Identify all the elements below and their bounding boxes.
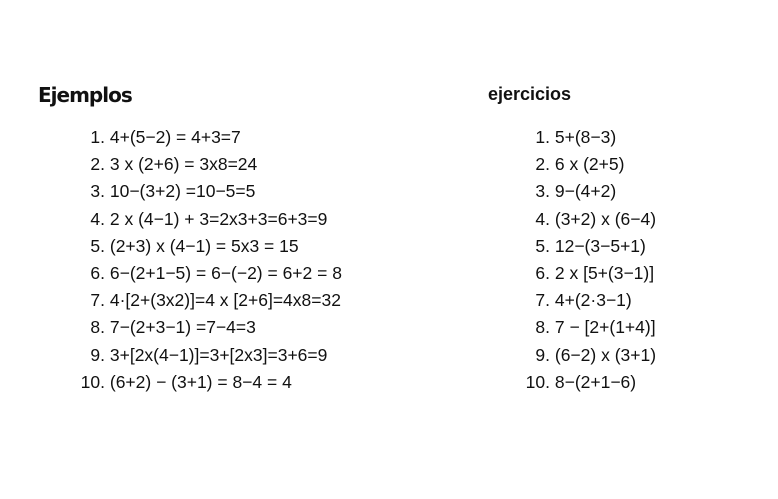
example-expression: (6+2) − (3+1) = 8−4 = 4: [109, 371, 292, 392]
exercise-item: [513, 233, 656, 260]
example-item: [70, 178, 342, 205]
example-item: [70, 124, 342, 151]
item-number: 2.: [90, 154, 105, 175]
exercise-item: [513, 151, 656, 178]
exercise-item: [513, 287, 656, 314]
item-number: 8.: [90, 317, 105, 338]
example-expression: 7−(2+3−1) =7−4=3: [109, 317, 256, 338]
exercise-item: [513, 178, 656, 205]
example-item: [70, 151, 342, 178]
example-expression: 3 x (2+6) = 3x8=24: [109, 154, 258, 175]
exercise-expression: 7 − [2+(1+4)]: [554, 317, 656, 338]
exercise-item: [513, 206, 656, 233]
exercise-item: [513, 124, 656, 151]
example-item: [70, 314, 342, 341]
example-expression: 3+[2x(4−1)]=3+[2x3]=3+6=9: [109, 344, 328, 365]
exercise-item: [513, 260, 656, 287]
item-number: 9.: [90, 344, 105, 365]
example-expression: 4+(5−2) = 4+3=7: [109, 127, 241, 147]
item-number: 2.: [535, 154, 550, 175]
item-number: 8.: [535, 317, 550, 338]
item-number: 6.: [90, 262, 105, 283]
item-number: 3.: [535, 181, 550, 202]
exercise-expression: 4+(2·3−1): [554, 290, 632, 311]
example-expression: (2+3) x (4−1) = 5x3 = 15: [109, 235, 299, 256]
item-number: 1.: [90, 127, 105, 147]
item-number: 4.: [90, 208, 105, 229]
example-item: [70, 206, 342, 233]
example-item: [70, 342, 342, 369]
exercise-expression: 12−(3−5+1): [554, 235, 646, 256]
item-number: 10.: [80, 371, 105, 392]
item-number: 9.: [535, 344, 550, 365]
item-number: 4.: [535, 208, 550, 229]
item-number: 5.: [90, 235, 105, 256]
exercises-heading: ejercicios: [488, 84, 572, 104]
examples-list: [70, 124, 342, 396]
exercise-expression: 5+(8−3): [554, 127, 617, 147]
exercises-list: [513, 124, 656, 396]
example-item: [70, 260, 342, 287]
example-expression: 10−(3+2) =10−5=5: [109, 181, 256, 202]
exercise-expression: (6−2) x (3+1): [554, 344, 657, 365]
exercise-expression: 8−(2+1−6): [554, 371, 637, 392]
example-item: [70, 369, 342, 396]
item-number: 5.: [535, 235, 550, 256]
example-expression: 6−(2+1−5) = 6−(−2) = 6+2 = 8: [109, 262, 342, 283]
example-expression: 4·[2+(3x2)]=4 x [2+6]=4x8=32: [109, 290, 341, 311]
exercise-expression: 2 x [5+(3−1)]: [554, 262, 655, 283]
item-number: 1.: [535, 127, 550, 147]
item-number: 7.: [90, 290, 105, 311]
item-number: 6.: [535, 262, 550, 283]
item-number: 7.: [535, 290, 550, 311]
item-number: 3.: [90, 181, 105, 202]
exercise-expression: 9−(4+2): [554, 181, 617, 202]
exercise-item: [513, 342, 656, 369]
example-item: [70, 287, 342, 314]
exercise-item: [513, 314, 656, 341]
exercise-item: [513, 369, 656, 396]
exercise-expression: 6 x (2+5): [554, 154, 625, 175]
item-number: 10.: [525, 371, 550, 392]
example-item: [70, 233, 342, 260]
exercise-expression: (3+2) x (6−4): [554, 208, 657, 229]
examples-heading: Ejemplos: [38, 83, 132, 107]
example-expression: 2 x (4−1) + 3=2x3+3=6+3=9: [109, 208, 328, 229]
